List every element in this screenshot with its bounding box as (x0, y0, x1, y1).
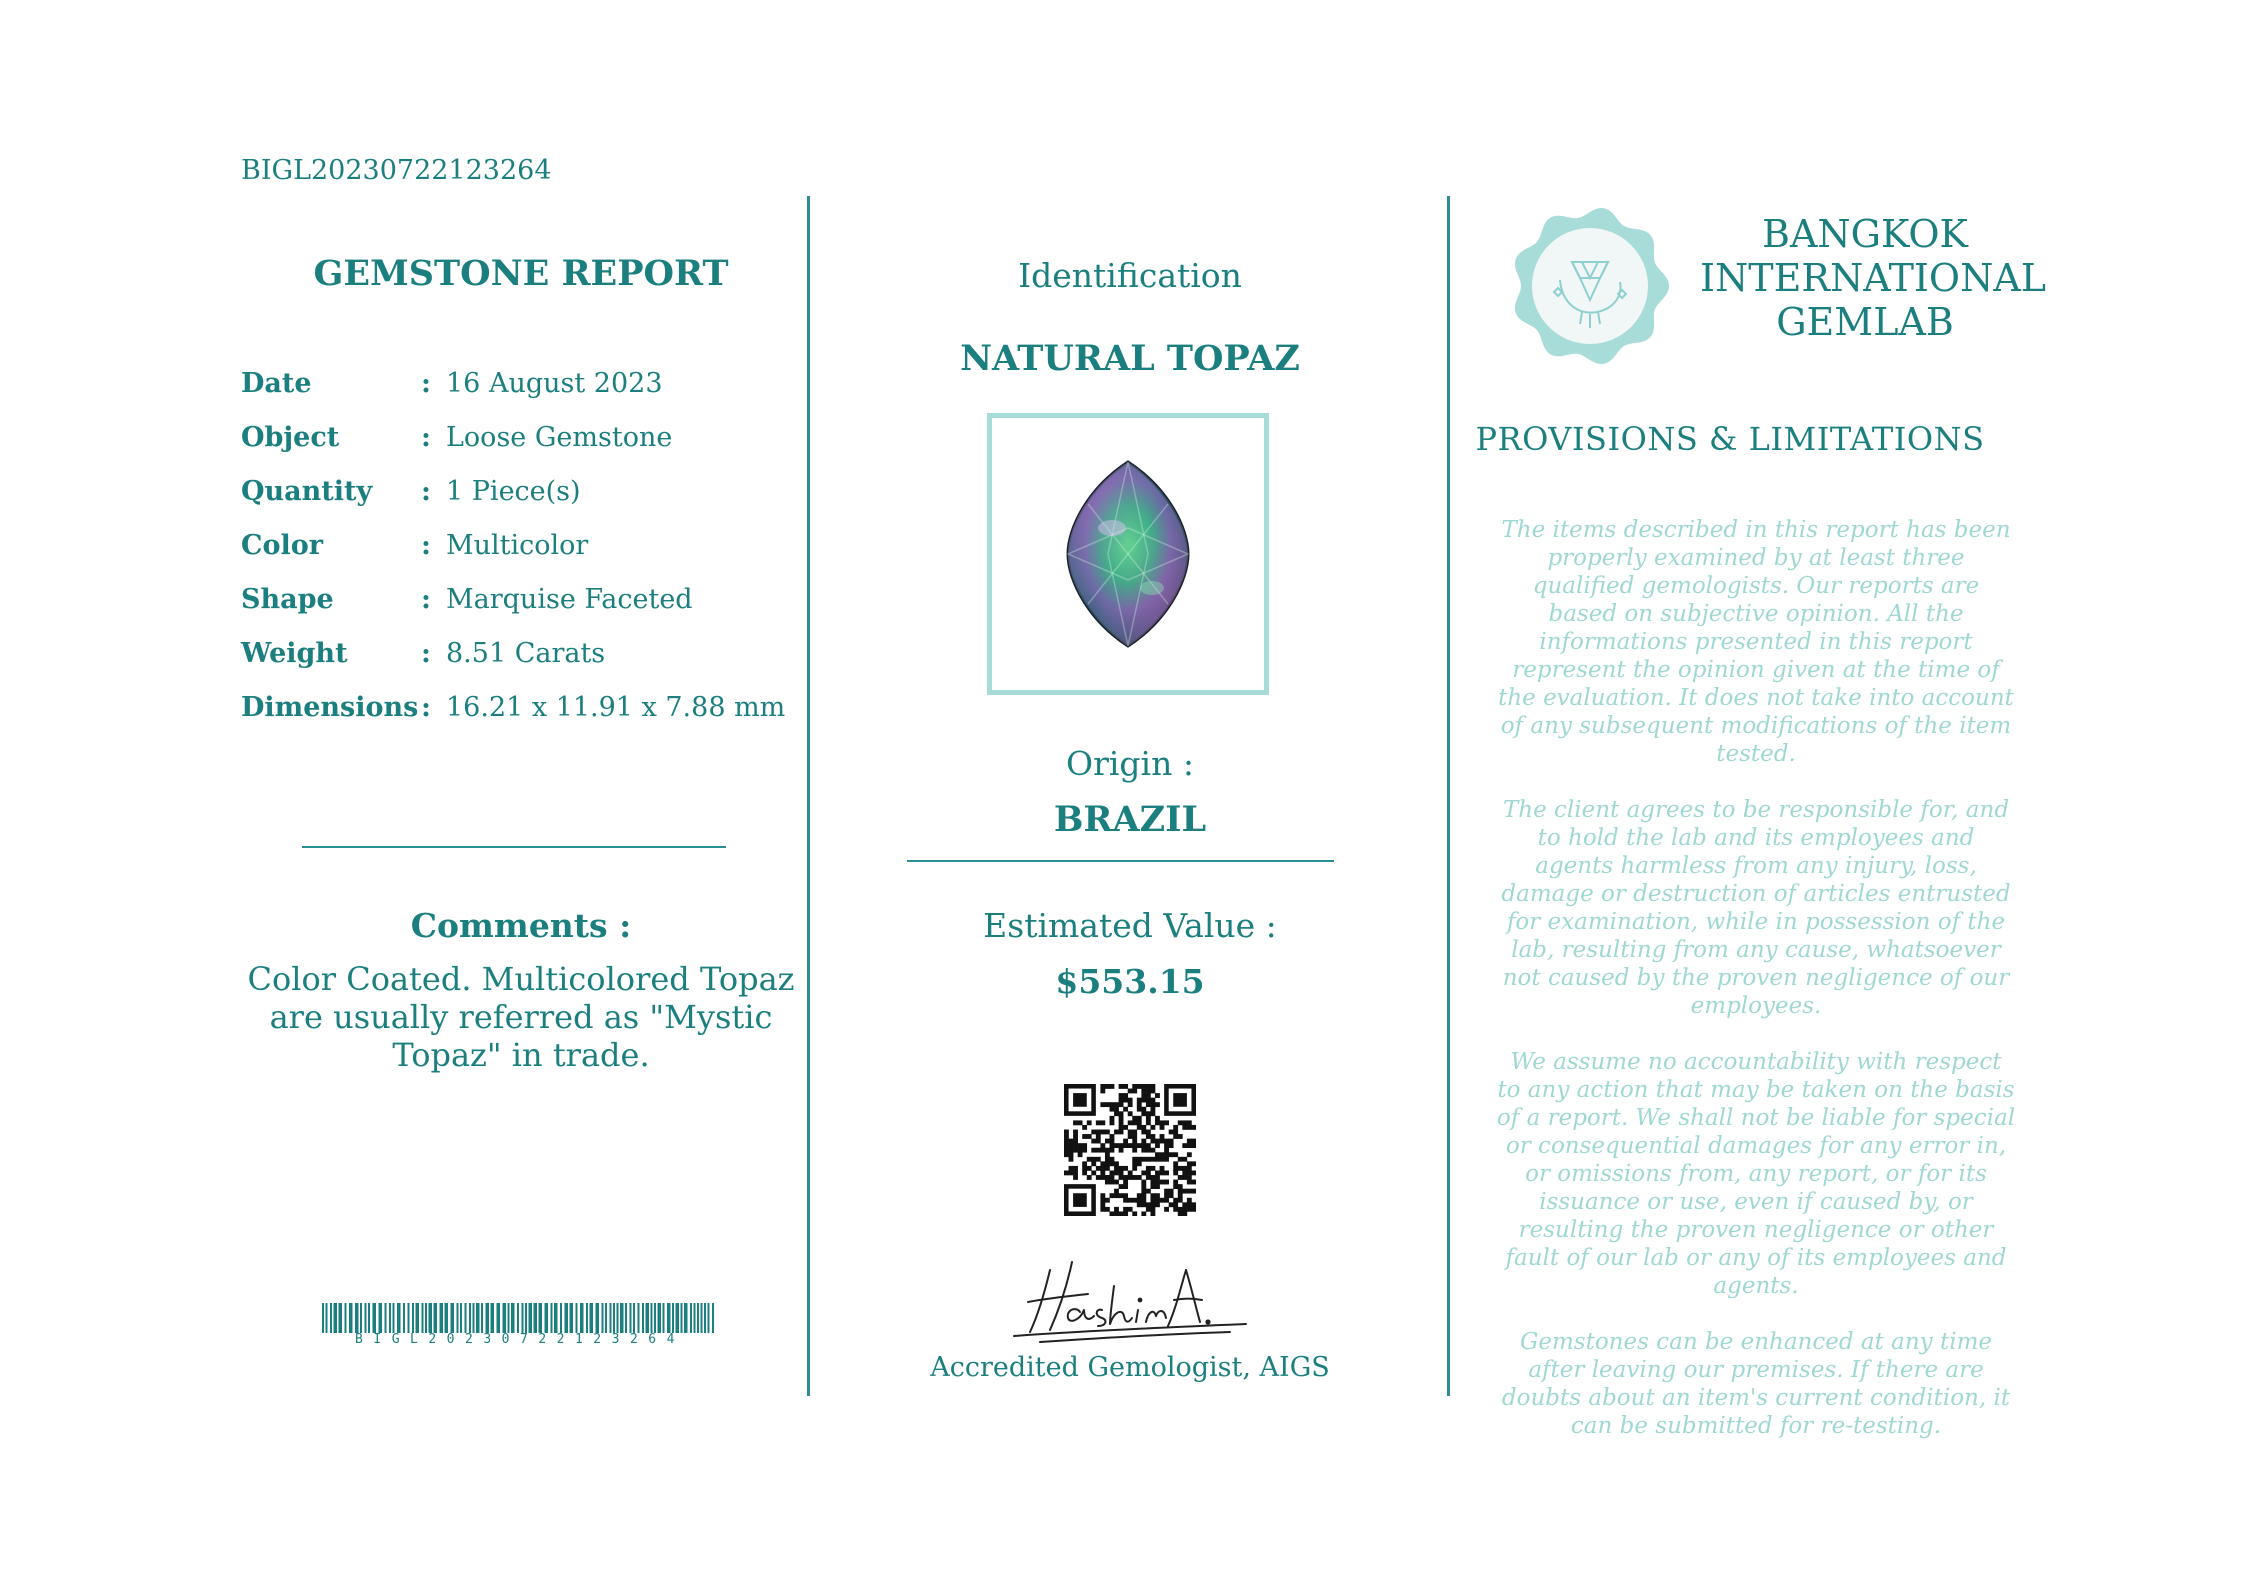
field-value: Loose Gemstone (446, 422, 673, 453)
field-value: Marquise Faceted (446, 584, 693, 615)
comments-title: Comments : (410, 906, 632, 945)
field-value: 8.51 Carats (446, 638, 606, 669)
field-row-object (241, 422, 785, 476)
provisions-paragraph: Gemstones can be enhanced at any time after leaving our premises. If there are doubts about an item's current condition, it can be submitted for re-testing. (1501, 1329, 2011, 1439)
field-value: 16 August 2023 (446, 368, 663, 399)
field-label: Weight (241, 638, 348, 669)
certificate-id: BIGL20230722123264 (241, 155, 552, 186)
lab-name-line: BANGKOK (1762, 212, 1968, 256)
lab-name-line: INTERNATIONAL (1700, 256, 2047, 300)
field-separator: : (421, 476, 431, 507)
field-separator: : (421, 692, 431, 723)
field-label: Color (241, 530, 323, 561)
comments-text: Color Coated. Multicolored Topaz are usually referred as "Mystic Topaz" in trade. (247, 960, 795, 1074)
field-label: Date (241, 368, 312, 399)
field-separator: : (421, 584, 431, 615)
provisions-paragraph: The items described in this report has been properly examined by at least three qualified gemologists. Our reports are based on subjective opinion. All the informations presented in this report represent the opinion given at the time of the evaluation. It does not take into account of any subsequent modifications of the item tested. (1498, 517, 2014, 767)
identification-label: Identification (1018, 256, 1242, 295)
report-fields (241, 368, 785, 746)
field-value: Multicolor (446, 530, 589, 561)
field-row-quantity (241, 476, 785, 530)
field-separator: : (421, 638, 431, 669)
gemstone-photo (992, 418, 1264, 690)
origin-label: Origin : (1066, 744, 1194, 783)
seal-logo-icon (1508, 204, 1672, 368)
field-value: 1 Piece(s) (446, 476, 581, 507)
field-separator: : (421, 530, 431, 561)
barcode (322, 1303, 718, 1333)
estimated-value: $553.15 (1055, 962, 1205, 1001)
field-row-dimensions (241, 692, 785, 746)
divider-rule (302, 846, 726, 848)
field-label: Quantity (241, 476, 373, 507)
gemologist-caption: Accredited Gemologist, AIGS (930, 1352, 1330, 1383)
provisions-paragraph: We assume no accountability with respect to any action that may be taken on the basis of a report. We shall not be liable for special or consequential damages for any error in, or omissions from, any report, or for its issuance or use, even if caused by, or resulting the proven negligence or other fault of our lab or any of its employees and agents. (1496, 1049, 2016, 1299)
gemstone-photo-frame (987, 413, 1269, 695)
estimated-value-label: Estimated Value : (983, 906, 1277, 945)
field-label: Shape (241, 584, 334, 615)
field-value: 16.21 x 11.91 x 7.88 mm (446, 692, 786, 723)
field-row-date (241, 368, 785, 422)
lab-name-line: GEMLAB (1776, 300, 1954, 344)
lab-name (1700, 212, 2047, 344)
provisions-paragraph: The client agrees to be responsible for, and to hold the lab and its employees and agents harmless from any injury, loss, damage or destruction of articles entrusted for examination, while in possession of the lab, resulting from any cause, whatsoever not caused by the proven negligence of our employees. (1501, 797, 2011, 1019)
field-row-color (241, 530, 785, 584)
report-title: GEMSTONE REPORT (313, 253, 729, 294)
provisions-title: PROVISIONS & LIMITATIONS (1475, 420, 1985, 458)
field-separator: : (421, 422, 431, 453)
gem-species: NATURAL TOPAZ (960, 338, 1300, 379)
signature (1010, 1250, 1250, 1350)
field-label: Dimensions (241, 692, 419, 723)
field-label: Object (241, 422, 340, 453)
field-row-shape (241, 584, 785, 638)
provisions-text (1496, 516, 2016, 1468)
field-row-weight (241, 638, 785, 692)
barcode-text: BIGL20230722123264 (355, 1332, 685, 1347)
divider-rule (907, 860, 1334, 862)
field-separator: : (421, 368, 431, 399)
qr-code (1064, 1084, 1196, 1216)
origin-value: BRAZIL (1053, 799, 1207, 840)
